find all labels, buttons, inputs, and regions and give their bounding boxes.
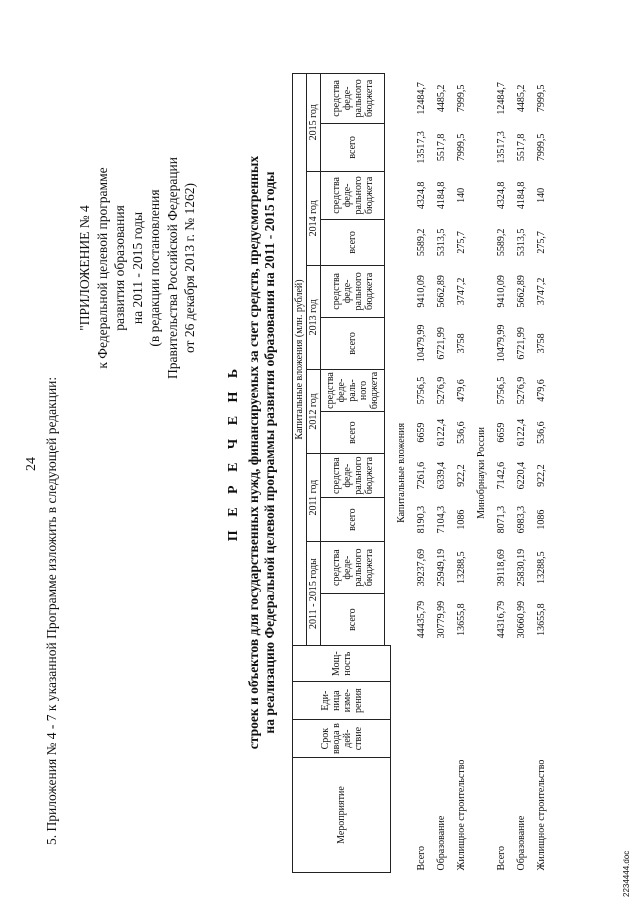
row-name: Образование <box>435 815 447 871</box>
header-unit: Еди-ница изме-рения <box>293 682 391 720</box>
cell-value: 39118,69 <box>495 549 507 587</box>
cell-value: 6220,4 <box>515 461 527 490</box>
header-period: 2013 год <box>307 265 321 369</box>
cell-value: 39237,69 <box>415 548 427 587</box>
row-name: Всего <box>495 845 507 871</box>
header-total: всего <box>321 594 385 646</box>
cell-value: 13288,5 <box>535 551 547 584</box>
cell-empty <box>531 682 551 720</box>
cell-empty <box>531 646 551 682</box>
cell-empty <box>451 646 471 682</box>
cell-value: 7142,6 <box>495 461 507 490</box>
cell-value: 25830,19 <box>515 548 527 587</box>
table-row <box>411 73 431 872</box>
header-total: всего <box>321 123 385 171</box>
cell-value: 4324,8 <box>495 181 507 210</box>
appendix-line: развития образования <box>112 205 127 331</box>
cell-value: 6659 <box>495 422 507 443</box>
cell-value: 10479,99 <box>415 324 427 363</box>
intro-text: 5. Приложения № 4 - 7 к указанной Программе изложить в следующей редакции: <box>44 376 59 845</box>
cell-value: 5313,5 <box>515 228 527 257</box>
cell-empty <box>411 720 431 758</box>
cell-value: 4184,8 <box>515 181 527 210</box>
cell-value: 5662,89 <box>435 275 447 308</box>
cell-empty <box>431 646 451 682</box>
section-label: Минобрнауки России <box>475 427 487 519</box>
cell-value: 30660,99 <box>515 600 527 639</box>
cell-value: 30779,99 <box>435 600 447 639</box>
cell-value: 922,2 <box>535 464 547 487</box>
cell-value: 5517,8 <box>515 133 527 162</box>
cell-value: 13517,3 <box>415 131 427 164</box>
header-federal-budget: средства феде-рального бюджета <box>321 171 385 219</box>
document-title-line-2: на реализацию Федеральной целевой программы развития образования на 2011 - 2015 годы <box>262 171 277 734</box>
cell-value: 5589,2 <box>415 228 427 257</box>
cell-value: 140 <box>455 187 467 203</box>
cell-value: 4324,8 <box>415 181 427 210</box>
appendix-line: Правительства Российской Федерации <box>164 157 180 379</box>
cell-empty <box>411 646 431 682</box>
appendix-line: на 2011 - 2015 годы <box>129 211 145 325</box>
row-name: Образование <box>515 815 527 871</box>
cell-value: 6983,3 <box>515 505 527 534</box>
cell-value: 922,2 <box>455 464 467 487</box>
cell-value: 5313,5 <box>435 228 447 257</box>
capital-investment-table <box>292 73 551 873</box>
cell-value: 7999,5 <box>535 133 547 162</box>
cell-value: 4184,8 <box>435 181 447 210</box>
cell-empty <box>431 682 451 720</box>
cell-value: 5756,5 <box>415 376 427 405</box>
cell-value: 1086 <box>455 509 467 530</box>
cell-value: 3758 <box>455 333 467 354</box>
cell-empty <box>431 720 451 758</box>
header-federal-budget: средства феде-рального бюджета <box>321 73 385 123</box>
document-title-line-1: строек и объектов для государственных нужд, финансируемых за счет средств, предусмотренных <box>246 155 261 750</box>
cell-value: 7999,5 <box>455 84 467 113</box>
cell-value: 9410,09 <box>415 275 427 308</box>
cell-value: 140 <box>535 187 547 203</box>
header-capital-investment: Капитальные вложения (млн. рублей) <box>293 73 307 645</box>
footer-stamp: 2234444.doc <box>622 850 631 897</box>
cell-value: 12484,7 <box>415 82 427 115</box>
cell-value: 13288,5 <box>455 551 467 584</box>
cell-value: 6122,4 <box>515 418 527 447</box>
cell-empty <box>511 682 531 720</box>
header-period: 2012 год <box>307 369 321 453</box>
cell-value: 3758 <box>535 333 547 354</box>
table-row <box>491 73 511 872</box>
cell-value: 6339,4 <box>435 461 447 490</box>
cell-value: 13655,8 <box>455 603 467 636</box>
cell-value: 5756,5 <box>495 376 507 405</box>
cell-value: 6721,99 <box>515 327 527 360</box>
table-row <box>451 73 471 872</box>
cell-value: 4485,2 <box>515 84 527 113</box>
cell-empty <box>451 682 471 720</box>
cell-value: 3747,2 <box>455 277 467 306</box>
cell-empty <box>491 646 511 682</box>
cell-value: 5517,8 <box>435 133 447 162</box>
header-federal-budget: средства феде-рального бюджета <box>321 454 385 498</box>
row-name: Жилищное строительство <box>535 759 547 871</box>
header-federal-budget: средства феде-раль-ного бюджета <box>321 369 385 411</box>
header-federal-budget: средства феде-рального бюджета <box>321 265 385 317</box>
cell-value: 3747,2 <box>535 277 547 306</box>
cell-value: 25949,19 <box>435 548 447 587</box>
cell-value: 5276,9 <box>515 376 527 405</box>
section-label: Капитальные вложения <box>395 422 407 523</box>
table-row <box>431 73 451 872</box>
cell-value: 44316,79 <box>495 600 507 639</box>
cell-value: 13655,8 <box>535 603 547 636</box>
cell-value: 275,7 <box>535 231 547 254</box>
cell-value: 536,6 <box>535 421 547 444</box>
cell-value: 8190,3 <box>415 505 427 534</box>
cell-value: 7261,6 <box>415 461 427 490</box>
cell-empty <box>511 646 531 682</box>
appendix-line: (в редакции постановления <box>147 189 162 347</box>
header-total: всего <box>321 317 385 369</box>
cell-empty <box>511 720 531 758</box>
cell-value: 4485,2 <box>435 84 447 113</box>
cell-value: 479,6 <box>535 379 547 402</box>
cell-value: 44435,79 <box>415 600 427 639</box>
cell-value: 275,7 <box>455 231 467 254</box>
header-period: 2011 год <box>307 454 321 542</box>
cell-empty <box>491 720 511 758</box>
cell-value: 7104,3 <box>435 505 447 534</box>
appendix-line: от 26 декабря 2013 г. № 1262) <box>182 182 197 354</box>
header-total: всего <box>321 412 385 454</box>
header-total: всего <box>321 219 385 265</box>
header-period: 2011 - 2015 годы <box>307 542 321 646</box>
header-capacity: Мощ-ность <box>293 646 391 682</box>
cell-value: 13517,3 <box>495 131 507 164</box>
table-row <box>531 73 551 872</box>
cell-empty <box>491 682 511 720</box>
header-total: всего <box>321 498 385 542</box>
cell-value: 5276,9 <box>435 376 447 405</box>
cell-value: 6721,99 <box>435 327 447 360</box>
cell-empty <box>531 720 551 758</box>
cell-empty <box>451 720 471 758</box>
appendix-block <box>76 78 199 458</box>
cell-value: 10479,99 <box>495 324 507 363</box>
cell-value: 5589,2 <box>495 228 507 257</box>
page-number: 24 <box>24 457 39 471</box>
row-name: Жилищное строительство <box>455 759 467 871</box>
header-period: 2015 год <box>307 73 321 171</box>
cell-value: 536,6 <box>455 421 467 444</box>
cell-value: 5662,89 <box>515 275 527 308</box>
header-commissioning-term: Срок ввода в дей-ствие <box>293 720 391 758</box>
cell-value: 6122,4 <box>435 418 447 447</box>
cell-value: 8071,3 <box>495 505 507 534</box>
cell-value: 479,6 <box>455 379 467 402</box>
appendix-line: "ПРИЛОЖЕНИЕ № 4 <box>77 205 92 331</box>
table-row <box>511 73 531 872</box>
cell-value: 9410,09 <box>495 275 507 308</box>
row-name: Всего <box>415 845 427 871</box>
cell-value: 12484,7 <box>495 82 507 115</box>
cell-value: 6659 <box>415 422 427 443</box>
header-federal-budget: средства феде-рального бюджета <box>321 542 385 594</box>
header-event: Мероприятие <box>293 758 391 873</box>
document-heading: П Е Р Е Ч Е Н Ь <box>226 363 241 542</box>
cell-value: 7999,5 <box>455 133 467 162</box>
cell-value: 1086 <box>535 509 547 530</box>
header-period: 2014 год <box>307 171 321 265</box>
appendix-line: к Федеральной целевой программе <box>94 167 110 369</box>
cell-empty <box>411 682 431 720</box>
cell-value: 7999,5 <box>535 84 547 113</box>
